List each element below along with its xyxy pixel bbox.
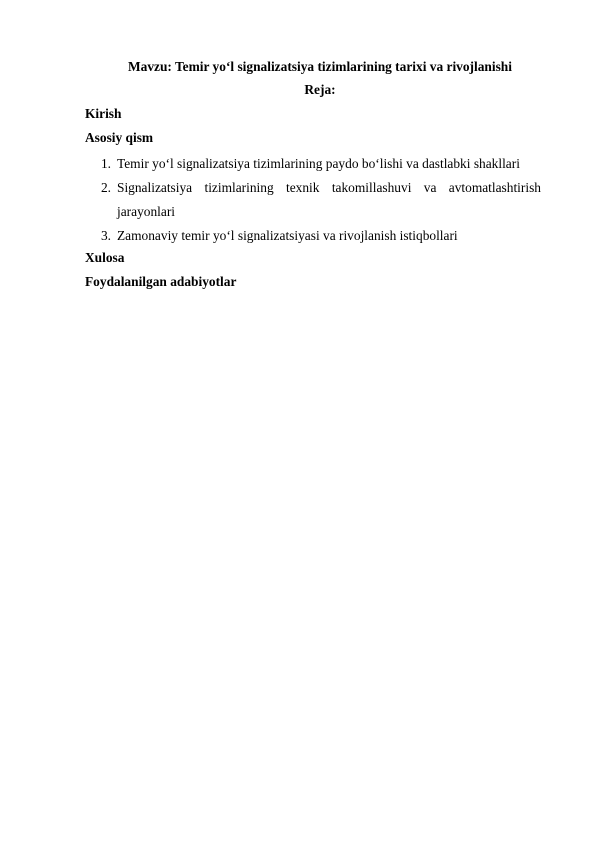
section-references: Foydalanilgan adabiyotlar	[85, 274, 237, 289]
plan-item	[85, 176, 541, 224]
plan-item-text: Zamonaviy temir yo‘l signalizatsiyasi va rivojlanish istiqbollari	[117, 228, 458, 243]
section-intro: Kirish	[85, 106, 122, 121]
plan-item-text: Signalizatsiya tizimlarining texnik takomillashuvi va avtomatlashtirish jarayonlari	[117, 180, 541, 219]
plan-heading: Reja:	[304, 82, 336, 97]
document-title: Mavzu: Temir yo‘l signalizatsiya tizimlarining tarixi va rivojlanishi	[128, 59, 512, 74]
plan-item	[85, 224, 541, 248]
plan-list	[85, 152, 541, 248]
plan-item-text: Temir yo‘l signalizatsiya tizimlarining paydo bo‘lishi va dastlabki shakllari	[117, 156, 520, 171]
plan-item-number: 1.	[100, 156, 111, 171]
section-main-part: Asosiy qism	[85, 130, 154, 145]
section-conclusion: Xulosa	[85, 250, 125, 265]
plan-item	[85, 152, 541, 176]
plan-item-number: 2.	[100, 180, 111, 195]
plan-item-number: 3.	[100, 228, 111, 243]
